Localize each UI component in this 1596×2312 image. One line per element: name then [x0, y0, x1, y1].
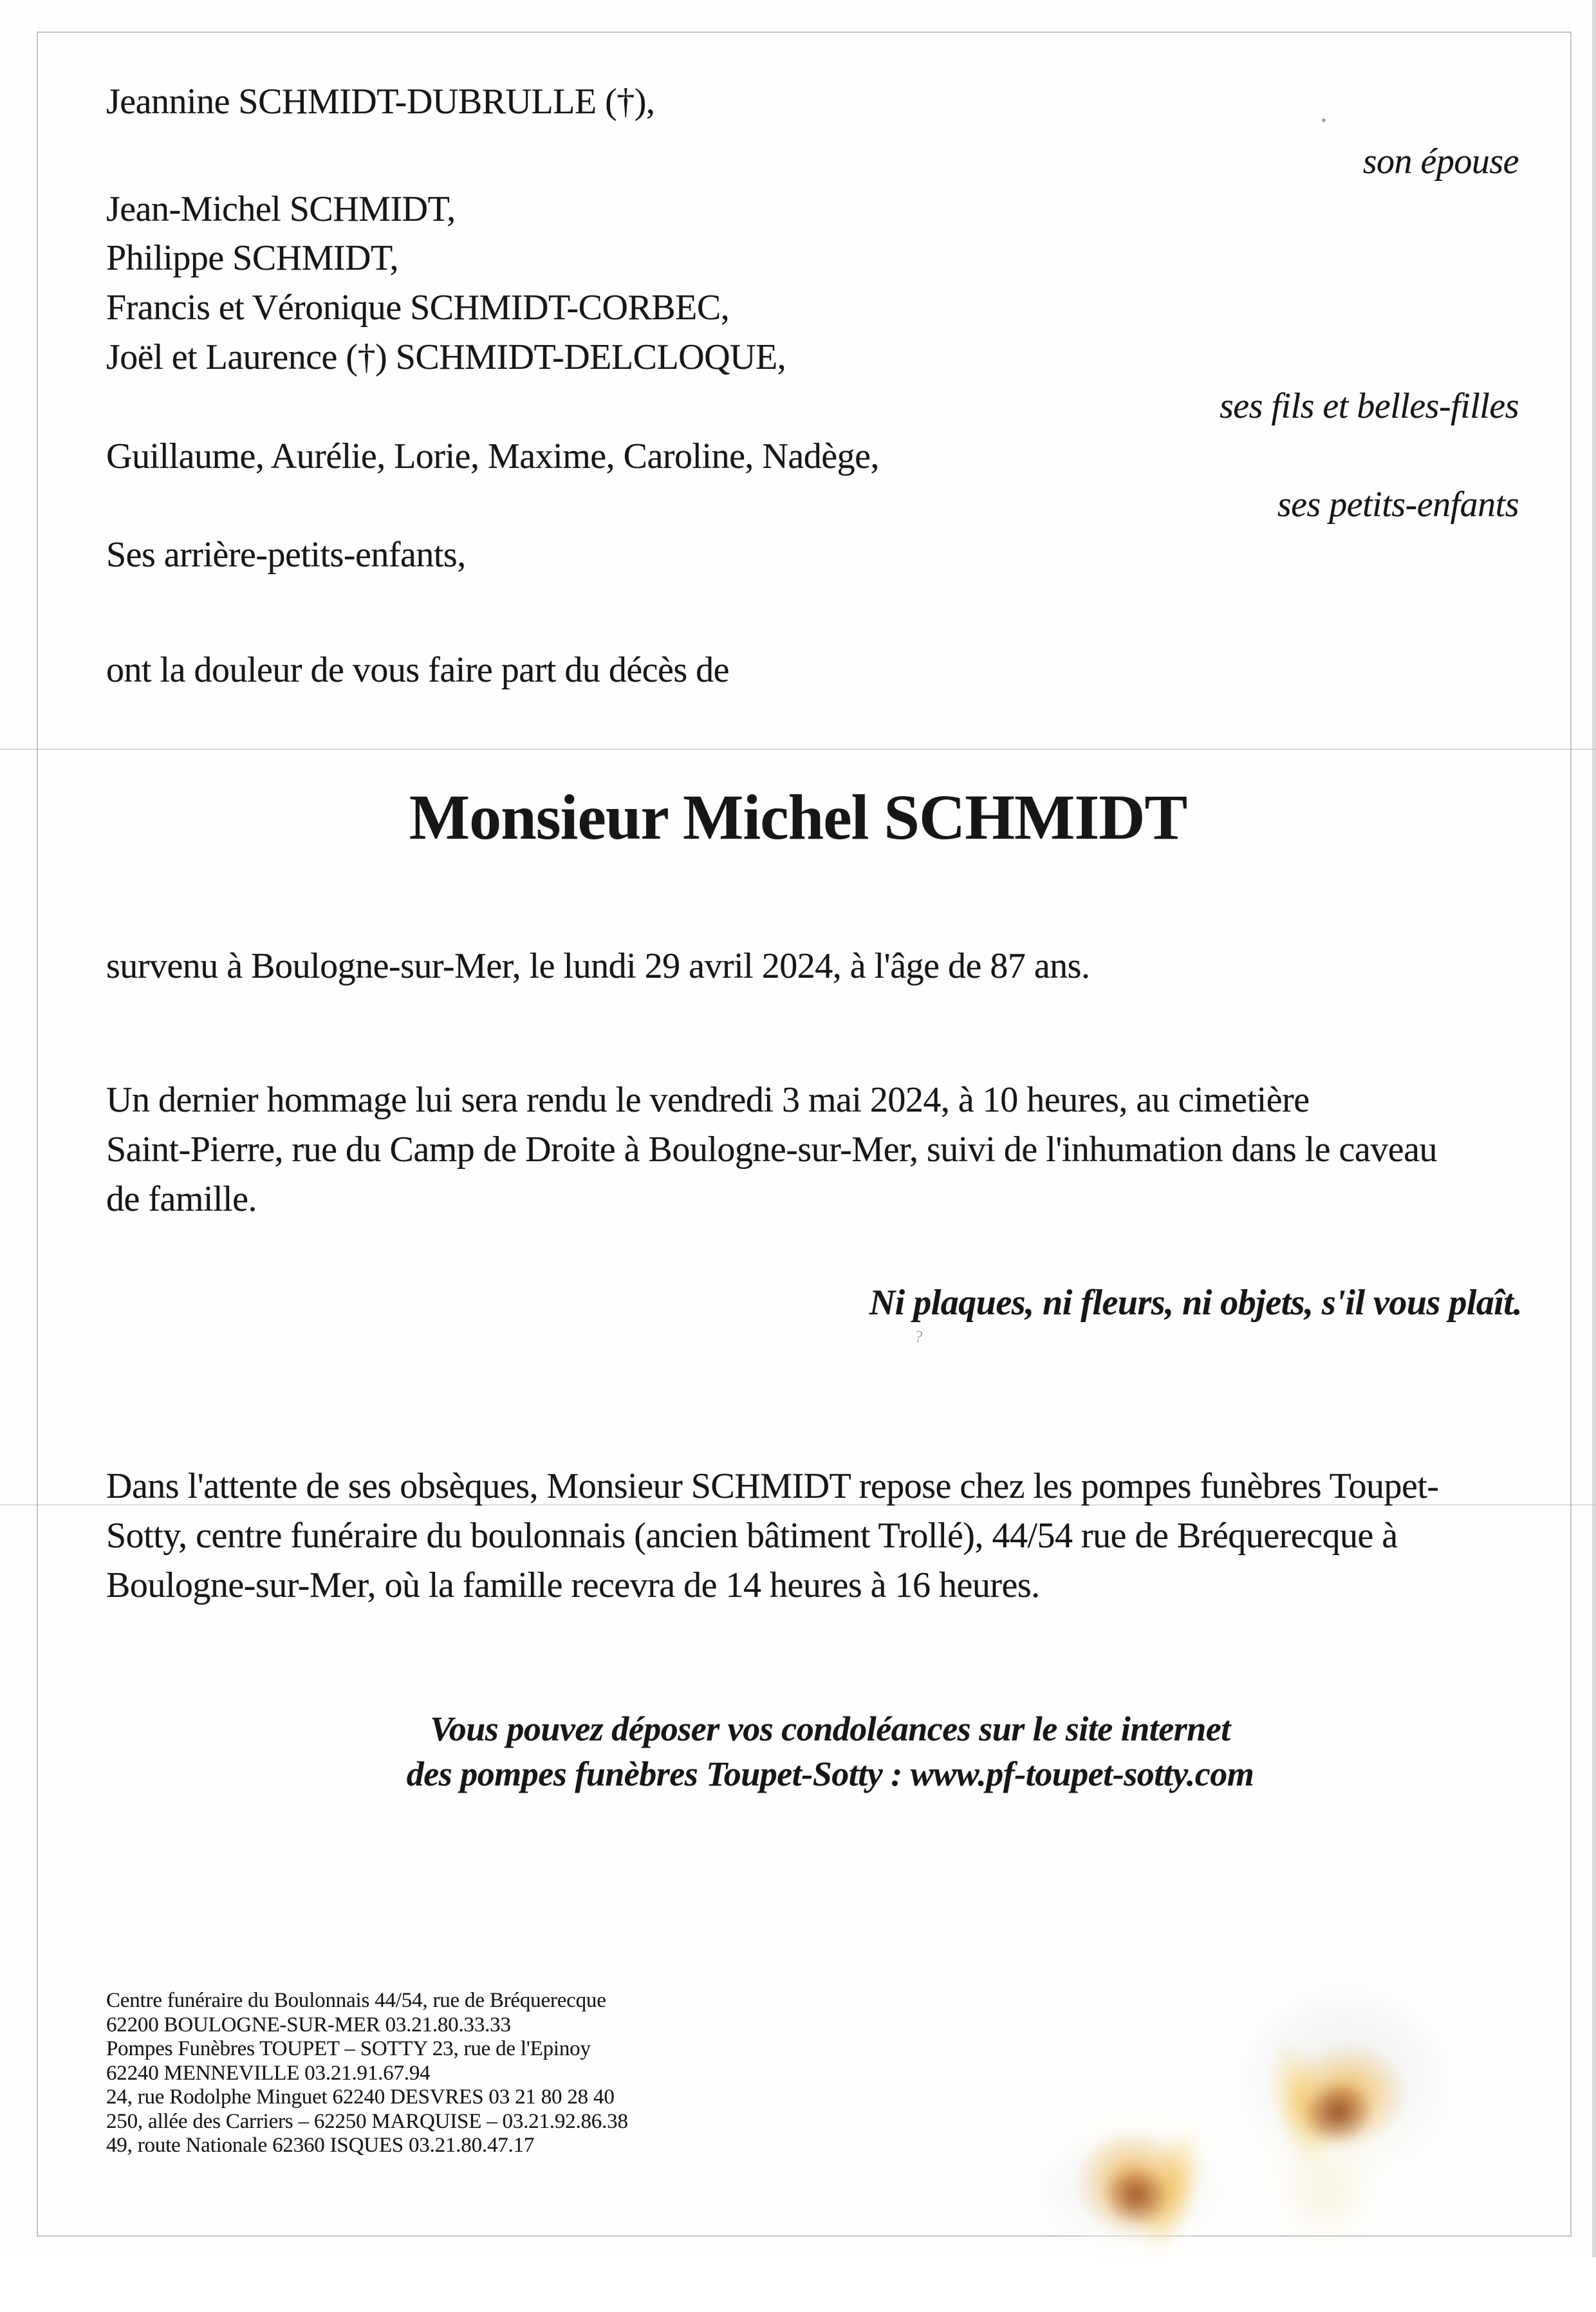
scan-artifact-line	[0, 749, 1596, 750]
footer-address-line: Pompes Funèbres TOUPET – SOTTY 23, rue de l'Epinoy	[106, 2037, 591, 2060]
condolences-line-1: Vous pouvez déposer vos condoléances sur le site internet	[430, 1710, 1230, 1748]
no-flowers-notice: Ni plaques, ni fleurs, ni objets, s'il vous plaît.	[869, 1283, 1522, 1323]
funeral-home-addresses	[106, 1989, 628, 2158]
family-line-grandchildren: Guillaume, Aurélie, Lorie, Maxime, Caroline, Nadège,	[106, 436, 879, 476]
scan-edge-strip	[1592, 0, 1596, 2257]
scan-stray-mark: ?	[914, 1327, 924, 1347]
death-details-line: survenu à Boulogne-sur-Mer, le lundi 29 avril 2024, à l'âge de 87 ans.	[106, 946, 1090, 986]
repose-line-1: Dans l'attente de ses obsèques, Monsieur SCHMIDT repose chez les pompes funèbres Toupet-	[106, 1466, 1439, 1506]
family-line-son-1: Jean-Michel SCHMIDT,	[106, 189, 456, 229]
family-line-wife: Jeannine SCHMIDT-DUBRULLE (†),	[106, 82, 655, 122]
relation-label-sons: ses fils et belles-filles	[1220, 386, 1519, 426]
repose-line-3: Boulogne-sur-Mer, où la famille recevra de 14 heures à 16 heures.	[106, 1565, 1040, 1605]
repose-line-2: Sotty, centre funéraire du boulonnais (ancien bâtiment Trollé), 44/54 rue de Bréquerecque à	[106, 1516, 1398, 1556]
relation-label-wife: son épouse	[1362, 142, 1519, 182]
family-line-son-4: Joël et Laurence (†) SCHMIDT-DELCLOQUE,	[106, 337, 786, 377]
ceremony-line-2: Saint-Pierre, rue du Camp de Droite à Boulogne-sur-Mer, suivi de l'inhumation dans le caveau	[106, 1130, 1437, 1170]
footer-address-line: 49, route Nationale 62360 ISQUES 03.21.80.47.17	[106, 2134, 535, 2157]
footer-address-line: 62240 MENNEVILLE 03.21.91.67.94	[106, 2061, 431, 2085]
relation-label-grandchildren: ses petits-enfants	[1277, 485, 1519, 525]
condolences-line-2-website: des pompes funèbres Toupet-Sotty : www.pf-toupet-sotty.com	[406, 1755, 1254, 1793]
footer-address-line: Centre funéraire du Boulonnais 44/54, rue de Bréquerecque	[106, 1989, 606, 2012]
family-line-son-3: Francis et Véronique SCHMIDT-CORBEC,	[106, 288, 730, 328]
footer-address-line: 62200 BOULOGNE-SUR-MER 03.21.80.33.33	[106, 2013, 511, 2037]
deceased-name-title: Monsieur Michel SCHMIDT	[409, 781, 1187, 853]
ceremony-line-1: Un dernier hommage lui sera rendu le vendredi 3 mai 2024, à 10 heures, au cimetière	[106, 1080, 1310, 1120]
ceremony-line-3: de famille.	[106, 1179, 257, 1219]
family-line-son-2: Philippe SCHMIDT,	[106, 238, 399, 278]
family-line-great-grandchildren: Ses arrière-petits-enfants,	[106, 535, 466, 575]
scan-speck	[1322, 118, 1326, 122]
announcement-intro-line: ont la douleur de vous faire part du décès de	[106, 650, 730, 690]
footer-address-line: 250, allée des Carriers – 62250 MARQUISE – 03.21.92.86.38	[106, 2109, 628, 2133]
footer-address-line: 24, rue Rodolphe Minguet 62240 DESVRES 03 21 80 28 40	[106, 2085, 615, 2109]
